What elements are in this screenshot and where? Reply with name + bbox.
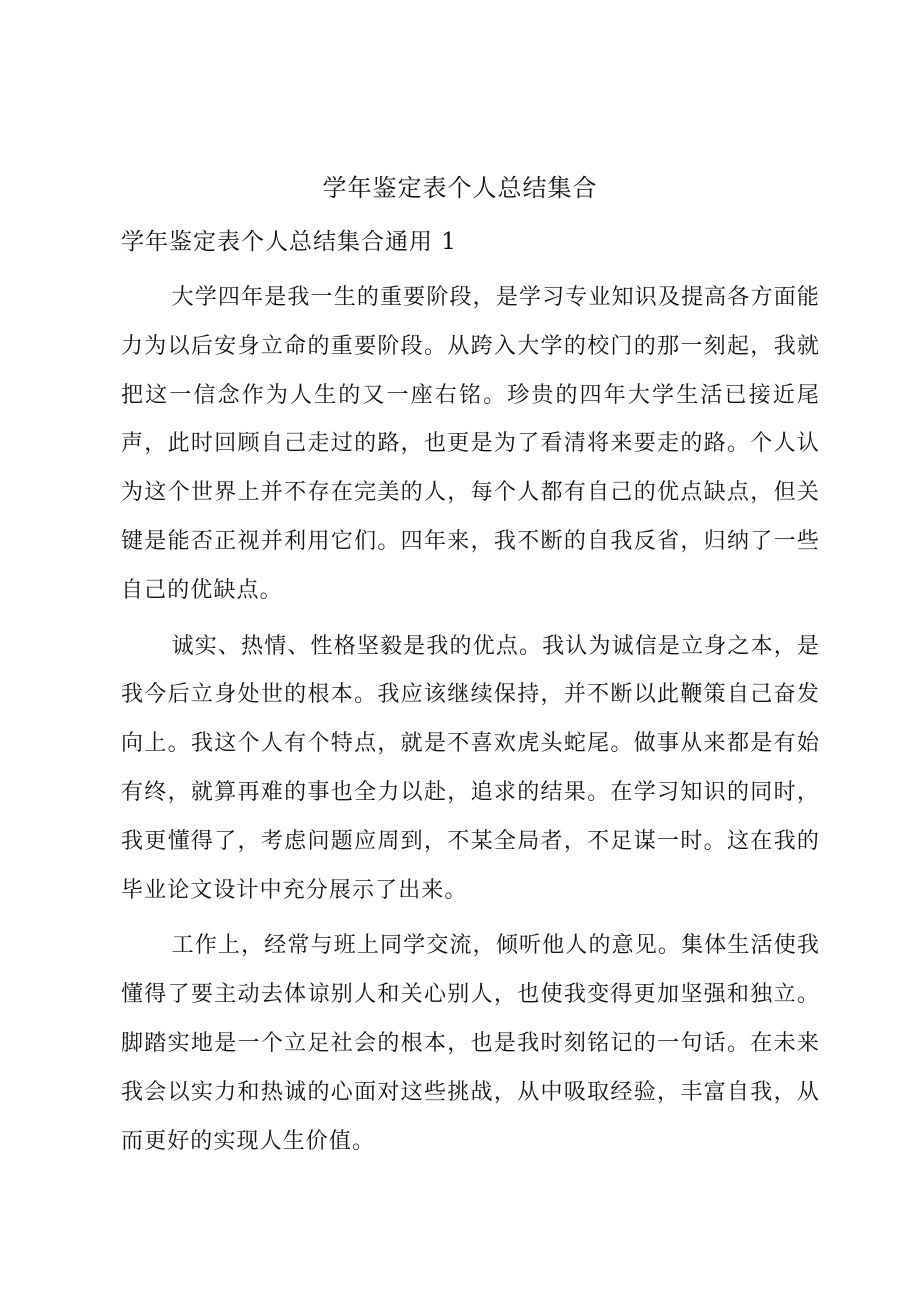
paragraph-1: 大学四年是我一生的重要阶段，是学习专业知识及提高各方面能力为以后安身立命的重要阶段。从跨入大学的校门的那一刻起，我就把这一信念作为人生的又一座右铭。珍贵的四年大学生活已接近尾声，此时回顾自己走过的路，也更是为了看清将来要走的路。个人认为这个世界上并不存在完美的人，每个人都有自己的优点缺点，但关键是能否正视并利用它们。四年来，我不断的自我反省，归纳了一些自己的优缺点。 <box>121 285 820 603</box>
paragraph-2: 诚实、热情、性格坚毅是我的优点。我认为诚信是立身之本，是我今后立身处世的根本。我应该继续保持，并不断以此鞭策自己奋发向上。我这个人有个特点，就是不喜欢虎头蛇尾。做事从来都是有始有终，就算再难的事也全力以赴，追求的结果。在学习知识的同时，我更懂得了，考虑问题应周到，不某全局者，不足谋一时。这在我的毕业论文设计中充分展示了出来。 <box>121 633 820 903</box>
section-heading: 学年鉴定表个人总结集合通用 1 <box>121 229 457 255</box>
document-body <box>121 274 820 1173</box>
page-title: 学年鉴定表个人总结集合 <box>322 174 598 202</box>
paragraph-3: 工作上，经常与班上同学交流，倾听他人的意见。集体生活使我懂得了要主动去体谅别人和关心别人，也使我变得更加坚强和独立。脚踏实地是一个立足社会的根本，也是我时刻铭记的一句话。在未来我会以实力和热诚的心面对这些挑战，从中吸取经验，丰富自我，从而更好的实现人生价值。 <box>121 933 820 1154</box>
